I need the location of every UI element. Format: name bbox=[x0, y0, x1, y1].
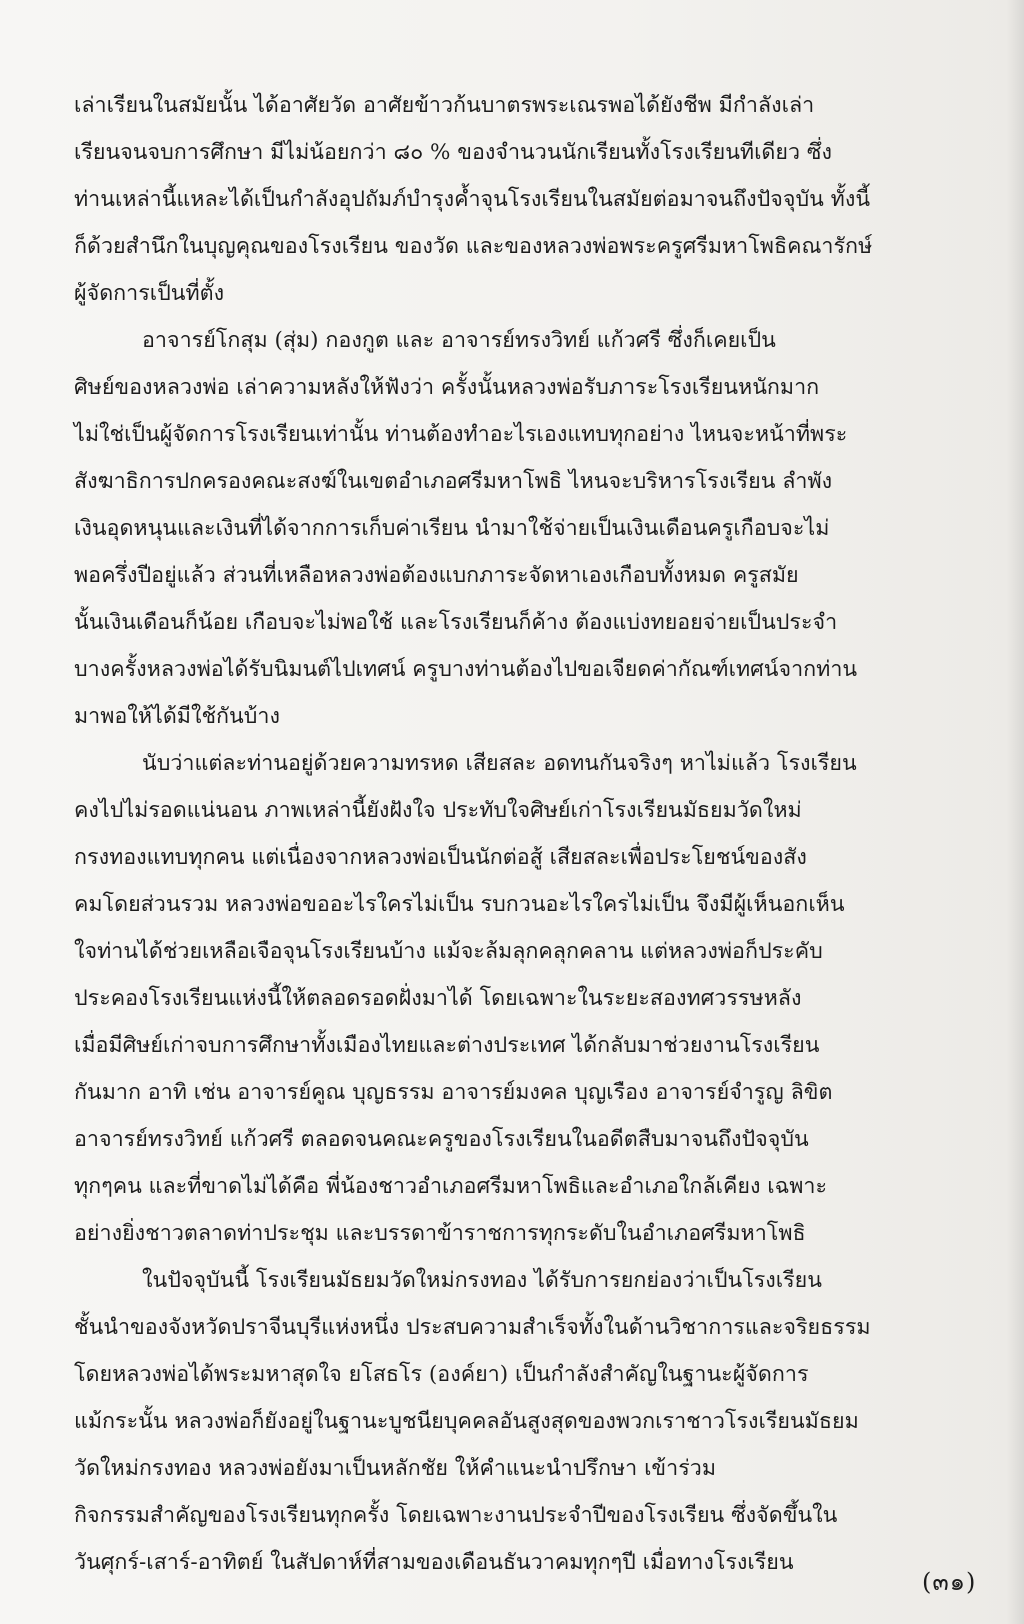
text-line: เมื่อมีศิษย์เก่าจบการศึกษาทั้งเมืองไทยและต่างประเทศ ได้กลับมาช่วยงานโรงเรียน bbox=[74, 1033, 820, 1058]
text-line: แม้กระนั้น หลวงพ่อก็ยังอยู่ในฐานะบูชนียบุคคลอันสูงสุดของพวกเราชาวโรงเรียนมัธยม bbox=[74, 1409, 859, 1434]
text-line: ชั้นนำของจังหวัดปราจีนบุรีแห่งหนึ่ง ประสบความสำเร็จทั้งในด้านวิชาการและจริยธรรม bbox=[74, 1315, 871, 1340]
text-line: วัดใหม่กรงทอง หลวงพ่อยังมาเป็นหลักชัย ให้คำแนะนำปรึกษา เข้าร่วม bbox=[74, 1456, 716, 1481]
text-line: ทุกๆคน และที่ขาดไม่ได้คือ พี่น้องชาวอำเภอศรีมหาโพธิและอำเภอใกล้เคียง เฉพาะ bbox=[74, 1174, 828, 1199]
page-number: (๓๑) bbox=[922, 1568, 977, 1596]
text-line: อาจารย์โกสุม (สุ่ม) กองกูต และ อาจารย์ทรงวิทย์ แก้วศรี ซึ่งก็เคยเป็น bbox=[142, 328, 776, 353]
text-line: สังฆาธิการปกครองคณะสงฆ์ในเขตอำเภอศรีมหาโพธิ ไหนจะบริหารโรงเรียน ลำพัง bbox=[74, 469, 833, 494]
text-line: พอครึ่งปีอยู่แล้ว ส่วนที่เหลือหลวงพ่อต้องแบกภาระจัดหาเองเกือบทั้งหมด ครูสมัย bbox=[74, 563, 799, 588]
text-line: ศิษย์ของหลวงพ่อ เล่าความหลังให้ฟังว่า ครั้งนั้นหลวงพ่อรับภาระโรงเรียนหนักมาก bbox=[74, 375, 820, 400]
text-line: เล่าเรียนในสมัยนั้น ได้อาศัยวัด อาศัยข้าวก้นบาตรพระเณรพอได้ยังชีพ มีกำลังเล่า bbox=[74, 93, 815, 118]
text-line: กิจกรรมสำคัญของโรงเรียนทุกครั้ง โดยเฉพาะงานประจำปีของโรงเรียน ซึ่งจัดขึ้นใน bbox=[74, 1503, 838, 1528]
text-line: คมโดยส่วนรวม หลวงพ่อขออะไรใครไม่เป็น รบกวนอะไรใครไม่เป็น จึงมีผู้เห็นอกเห็น bbox=[74, 892, 845, 917]
text-line: นั้นเงินเดือนก็น้อย เกือบจะไม่พอใช้ และโรงเรียนก็ค้าง ต้องแบ่งทยอยจ่ายเป็นประจำ bbox=[74, 610, 838, 635]
text-line: อาจารย์ทรงวิทย์ แก้วศรี ตลอดจนคณะครูของโรงเรียนในอดีตสืบมาจนถึงปัจจุบัน bbox=[74, 1127, 809, 1152]
text-line: กันมาก อาทิ เช่น อาจารย์คูณ บุญธรรม อาจารย์มงคล บุญเรือง อาจารย์จำรูญ ลิขิต bbox=[74, 1080, 833, 1105]
text-line: วันศุกร์-เสาร์-อาทิตย์ ในสัปดาห์ที่สามของเดือนธันวาคมทุกๆปี เมื่อทางโรงเรียน bbox=[74, 1550, 794, 1575]
text-line: มาพอให้ได้มีใช้กันบ้าง bbox=[74, 704, 280, 729]
text-line: ไม่ใช่เป็นผู้จัดการโรงเรียนเท่านั้น ท่านต้องทำอะไรเองแทบทุกอย่าง ไหนจะหน้าที่พระ bbox=[74, 422, 848, 447]
text-line: ในปัจจุบันนี้ โรงเรียนมัธยมวัดใหม่กรงทอง ได้รับการยกย่องว่าเป็นโรงเรียน bbox=[142, 1268, 822, 1293]
text-line: โดยหลวงพ่อได้พระมหาสุดใจ ยโสธโร (องค์ยา) เป็นกำลังสำคัญในฐานะผู้จัดการ bbox=[74, 1362, 809, 1387]
text-line: บางครั้งหลวงพ่อได้รับนิมนต์ไปเทศน์ ครูบางท่านต้องไปขอเจียดค่ากัณฑ์เทศน์จากท่าน bbox=[74, 657, 858, 682]
text-line: ผู้จัดการเป็นที่ตั้ง bbox=[74, 281, 225, 306]
text-line: ก็ด้วยสำนึกในบุญคุณของโรงเรียน ของวัด และของหลวงพ่อพระครูศรีมหาโพธิคณารักษ์ bbox=[74, 234, 873, 259]
text-line: คงไปไม่รอดแน่นอน ภาพเหล่านี้ยังฝังใจ ประทับใจศิษย์เก่าโรงเรียนมัธยมวัดใหม่ bbox=[74, 798, 802, 823]
text-line: ใจท่านได้ช่วยเหลือเจือจุนโรงเรียนบ้าง แม้จะล้มลุกคลุกคลาน แต่หลวงพ่อก็ประคับ bbox=[74, 939, 823, 964]
text-line: นับว่าแต่ละท่านอยู่ด้วยความทรหด เสียสละ อดทนกันจริงๆ หาไม่แล้ว โรงเรียน bbox=[142, 751, 857, 776]
text-line: เงินอุดหนุนและเงินที่ได้จากการเก็บค่าเรียน นำมาใช้จ่ายเป็นเงินเดือนครูเกือบจะไม่ bbox=[74, 516, 830, 541]
text-line: ท่านเหล่านี้แหละได้เป็นกำลังอุปถัมภ์บำรุงค้ำจุนโรงเรียนในสมัยต่อมาจนถึงปัจจุบัน ทั้งนี้ bbox=[74, 187, 871, 212]
text-line: เรียนจนจบการศึกษา มีไม่น้อยกว่า ๘๐ % ของจำนวนนักเรียนทั้งโรงเรียนทีเดียว ซึ่ง bbox=[74, 140, 832, 165]
text-line: กรงทองแทบทุกคน แต่เนื่องจากหลวงพ่อเป็นนักต่อสู้ เสียสละเพื่อประโยชน์ของสัง bbox=[74, 845, 807, 870]
text-line: อย่างยิ่งชาวตลาดท่าประชุม และบรรดาข้าราชการทุกระดับในอำเภอศรีมหาโพธิ bbox=[74, 1221, 806, 1246]
text-line: ประคองโรงเรียนแห่งนี้ให้ตลอดรอดฝั่งมาได้ โดยเฉพาะในระยะสองทศวรรษหลัง bbox=[74, 986, 802, 1011]
